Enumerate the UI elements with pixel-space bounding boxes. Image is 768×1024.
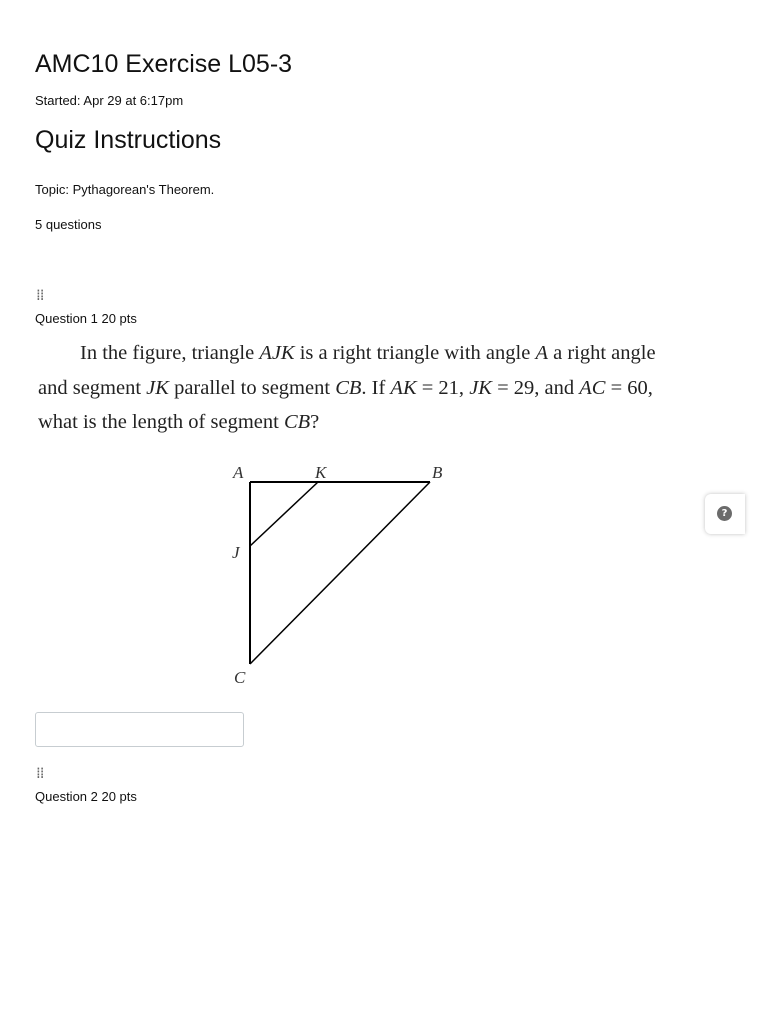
figure-label-a: A (233, 463, 244, 482)
question-math-var: A (535, 342, 548, 364)
figure-label-k: K (315, 463, 327, 482)
question-1-text (38, 336, 663, 440)
segment-jk (250, 482, 318, 546)
question-text-part: . If (361, 376, 391, 399)
drag-dots-icon[interactable]: ⁞⁞ (36, 286, 44, 304)
question-math-var: AK (390, 376, 417, 399)
quiz-title: AMC10 Exercise L05-3 (35, 50, 293, 78)
quiz-question-count: 5 questions (35, 217, 102, 232)
question-math-var: JK (469, 376, 492, 399)
question-text-part: = 60, what is the length of segment (38, 376, 653, 433)
question-text-part: In the figure, triangle (80, 342, 260, 364)
question-text-part: = 21, (416, 376, 470, 399)
question-math-var: CB (335, 376, 362, 399)
question-math-var: JK (146, 376, 169, 399)
question-1-header: Question 1 20 pts (35, 311, 137, 326)
figure-label-c: C (234, 668, 246, 687)
help-icon[interactable]: ? (717, 506, 732, 521)
question-math-var: AC (579, 376, 606, 399)
question-text-part: parallel to segment (168, 376, 336, 399)
question-1-answer-input[interactable] (35, 712, 244, 747)
drag-dots-icon[interactable]: ⁞⁞ (36, 764, 44, 782)
question-math-var: AJK (259, 342, 295, 364)
question-text-part: = 29, and (491, 376, 580, 399)
figure-label-j: J (232, 543, 240, 562)
question-text-part: ? (310, 411, 320, 433)
segment-cb (250, 482, 430, 664)
side-help-widget[interactable] (705, 494, 745, 534)
quiz-topic: Topic: Pythagorean's Theorem. (35, 182, 215, 197)
question-text-part: a right angle and segment (38, 342, 656, 399)
question-math-var: CB (283, 411, 311, 433)
quiz-started-timestamp: Started: Apr 29 at 6:17pm (35, 93, 184, 108)
figure-label-b: B (432, 463, 443, 482)
quiz-instructions-heading: Quiz Instructions (35, 126, 222, 154)
question-2-header: Question 2 20 pts (35, 789, 137, 804)
question-text-part: is a right triangle with angle (294, 342, 536, 364)
